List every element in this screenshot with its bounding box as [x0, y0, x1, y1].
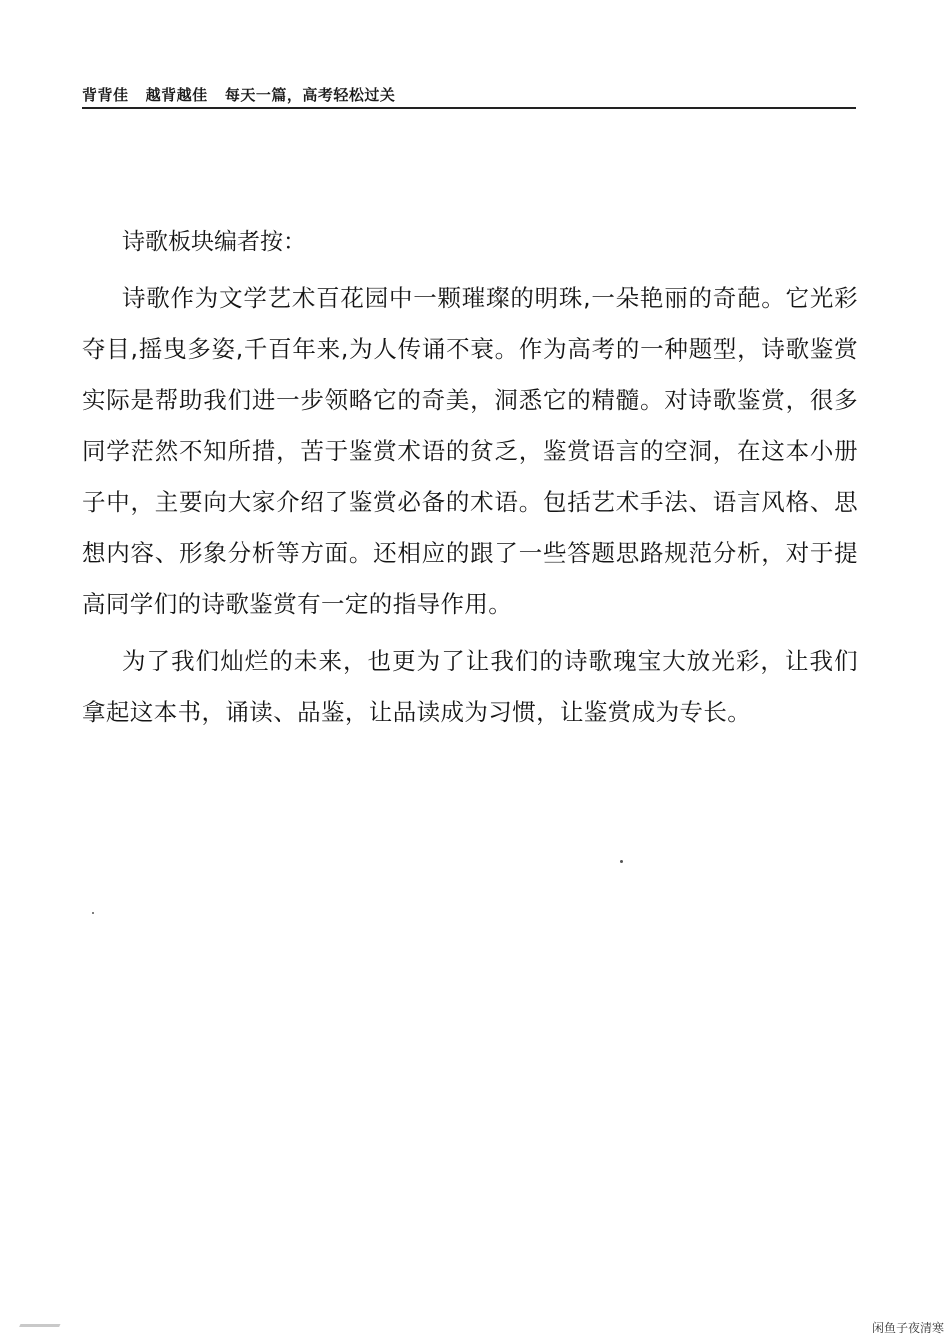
editor-note-title: 诗歌板块编者按：	[122, 229, 306, 255]
scan-speck	[92, 912, 94, 914]
paragraph-intro: 诗歌作为文学艺术百花园中一颗璀璨的明珠,一朵艳丽的奇葩。它光彩夺目,摇曳多姿,千百年来,为人传诵不衰。作为高考的一种题型，诗歌鉴赏实际是帮助我们进一步领略它的奇美，洞悉它的精髓。对诗歌鉴赏，很多同学茫然不知所措，苦于鉴赏术语的贫乏，鉴赏语言的空洞，在这本小册子中，主要向大家介绍了鉴赏必备的术语。包括艺术手法、语言风格、思想内容、形象分析等方面。还相应的跟了一些答题思路规范分析，对于提高同学们的诗歌鉴赏有一定的指导作用。	[82, 284, 858, 618]
header-slogan: 背背佳 越背越佳 每天一篇，高考轻松过关	[82, 86, 396, 104]
paragraph-closing: 为了我们灿烂的未来，也更为了让我们的诗歌瑰宝大放光彩，让我们拿起这本书，诵读、品鉴，让品读成为习惯，让鉴赏成为专长。	[82, 647, 858, 726]
document-body	[82, 219, 858, 742]
scan-corner-mark	[19, 1306, 69, 1327]
watermark-text: 闲鱼子夜清寒	[871, 1321, 944, 1335]
page-header	[82, 84, 856, 109]
scan-speck	[620, 860, 623, 863]
